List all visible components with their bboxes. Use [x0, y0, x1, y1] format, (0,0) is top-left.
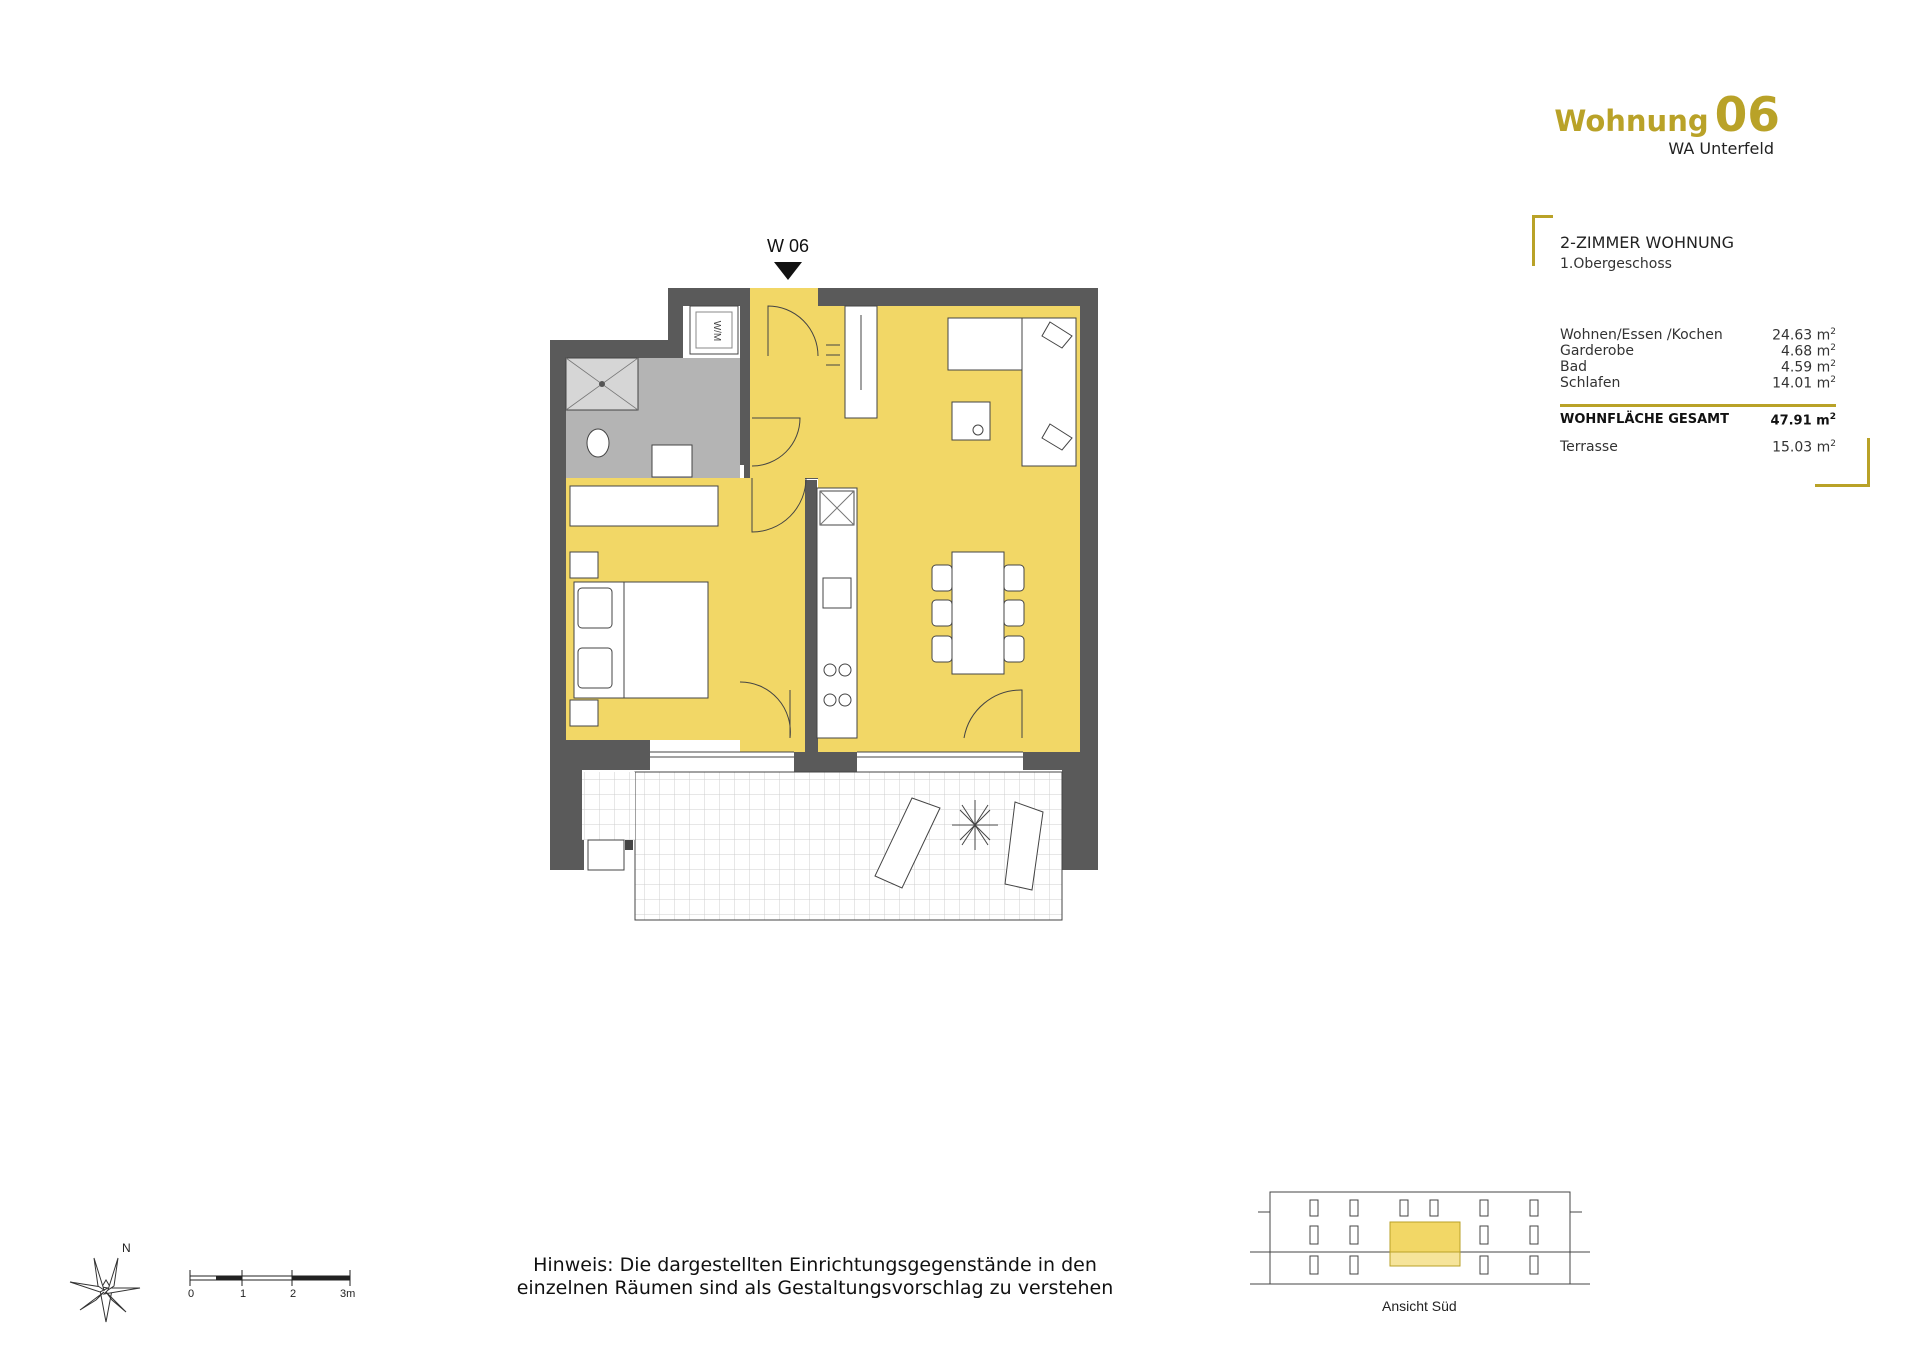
shower-drain [599, 381, 605, 387]
note-line: einzelnen Räumen sind als Gestaltungsvorschlag zu verstehen [516, 1277, 1114, 1299]
terrace-floor [635, 772, 1062, 920]
note-line: Hinweis: Die dargestellten Einrichtungsgegenstände in den [533, 1254, 1097, 1276]
washbasin-icon [652, 445, 692, 477]
scale-tick-label: 1 [240, 1288, 247, 1300]
coffee-table [952, 402, 990, 440]
room-area: 14.01 $m^2$ [1772, 375, 1836, 392]
compass-icon [70, 1258, 140, 1322]
toilet-icon [587, 429, 609, 457]
north-label: N [122, 1241, 131, 1255]
unit-label: W 06 [767, 236, 810, 256]
terrace-latch [625, 840, 633, 850]
scale-tick-label: 3m [340, 1288, 356, 1300]
room-area: 4.68 $m^2$ [1781, 343, 1836, 360]
total-area: 47.91 $m^2$ [1770, 412, 1836, 429]
entrance-arrow-icon [774, 262, 802, 280]
elevation-drawing [1250, 1192, 1590, 1284]
room-name: Garderobe [1560, 343, 1634, 359]
nightstand [570, 700, 598, 726]
terrace-area: 15.03 $m^2$ [1772, 439, 1836, 456]
title-word: Wohnung [1554, 104, 1709, 138]
room-name: Schlafen [1560, 375, 1621, 391]
pillow-icon [578, 648, 612, 688]
scale-bar [190, 1270, 350, 1286]
scale-tick-label: 2 [290, 1288, 297, 1300]
terrace-side [582, 772, 635, 840]
apartment-floor: 1.Obergeschoss [1560, 256, 1672, 272]
subtitle: WA Unterfeld [1668, 139, 1774, 158]
room-name: Bad [1560, 359, 1588, 375]
entrance-threshold [750, 288, 818, 306]
title-number: 06 [1714, 88, 1780, 143]
washer-label: W/M [711, 320, 722, 342]
hallway-floor [750, 306, 818, 478]
terrace-label: Terrasse [1560, 439, 1618, 455]
pillow-icon [578, 588, 612, 628]
room-area: 24.63 $m^2$ [1772, 327, 1836, 344]
room-name: Wohnen/Essen /Kochen [1560, 327, 1723, 343]
apartment-type: 2-ZIMMER WOHNUNG [1560, 233, 1735, 252]
terrace-storage [588, 840, 624, 870]
room-area: 4.59 $m^2$ [1781, 359, 1836, 376]
disclaimer-note [405, 1254, 1225, 1300]
elevation-label: Ansicht Süd [1382, 1298, 1457, 1314]
sink-icon [823, 578, 851, 608]
total-label: WOHNFLÄCHE GESAMT [1560, 412, 1729, 427]
scale-tick-label: 0 [188, 1288, 195, 1300]
dining-table [952, 552, 1004, 674]
bedroom-hall-floor [740, 478, 805, 740]
wardrobe-bedroom [570, 486, 718, 526]
nightstand [570, 552, 598, 578]
